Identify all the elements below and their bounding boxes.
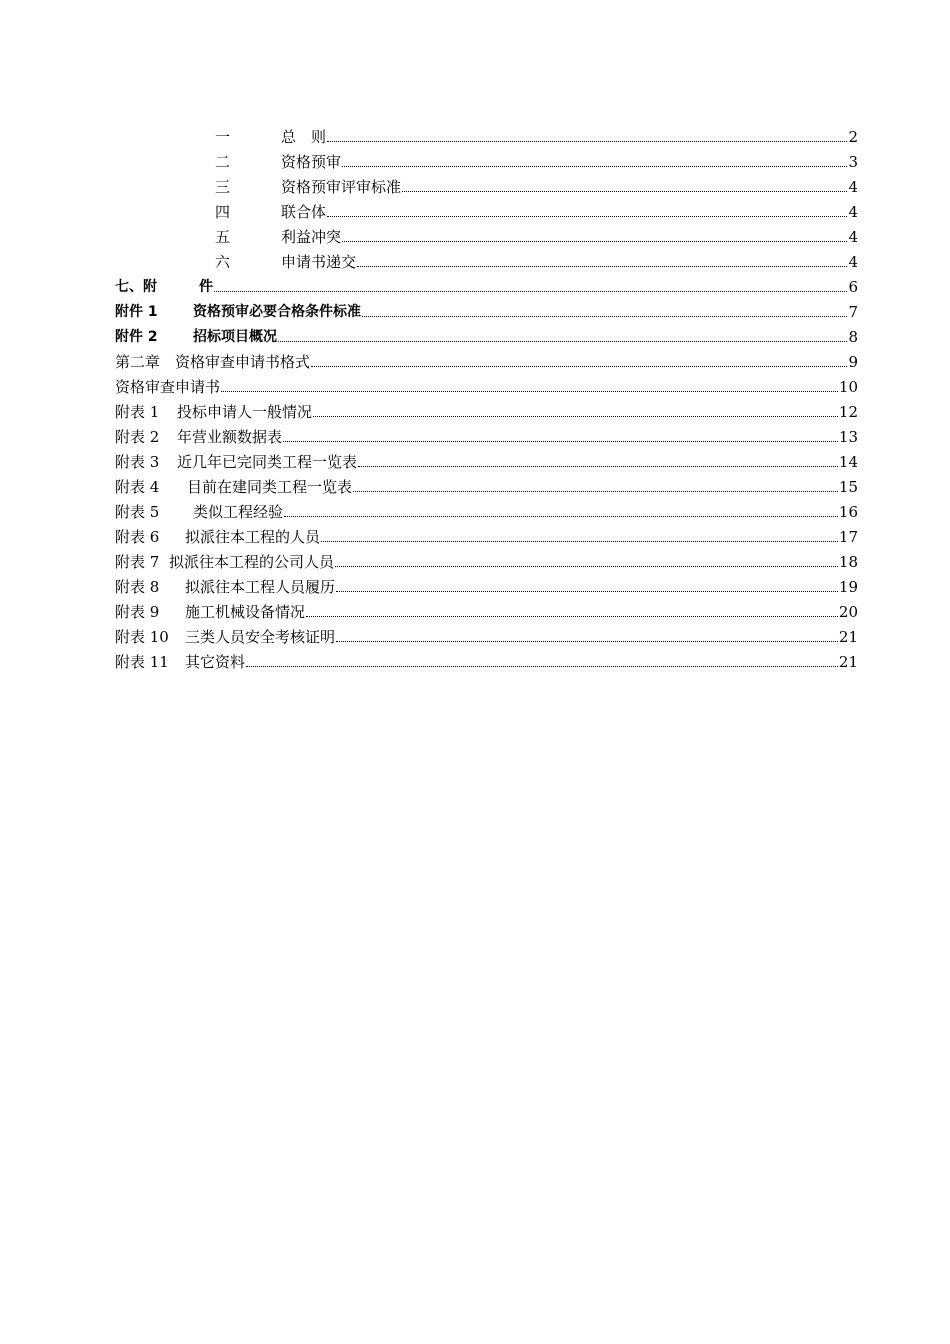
toc-entry-title: 资格预审 bbox=[281, 153, 342, 171]
toc-entry-table-11[interactable] bbox=[115, 651, 858, 671]
toc-entry-page: 20 bbox=[838, 603, 858, 621]
toc-entry-number: 附表 8 bbox=[115, 578, 160, 596]
toc-entry-attachment-1[interactable] bbox=[115, 301, 858, 321]
toc-entry-page: 19 bbox=[838, 578, 858, 596]
toc-entry-title: 件 bbox=[199, 279, 213, 295]
toc-entry-number: 六 bbox=[215, 253, 231, 271]
toc-entry-page: 8 bbox=[848, 328, 858, 346]
toc-entry-number: 附表 4 bbox=[115, 478, 160, 496]
toc-entry-table-4[interactable] bbox=[115, 476, 858, 496]
toc-entry-table-8[interactable] bbox=[115, 576, 858, 596]
toc-entry-title: 利益冲突 bbox=[281, 228, 342, 246]
dot-leader bbox=[278, 341, 847, 342]
toc-entry-title: 资格预审必要合格条件标准 bbox=[193, 304, 361, 320]
toc-entry-title: 施工机械设备情况 bbox=[185, 603, 306, 621]
toc-entry-number: 一 bbox=[215, 128, 231, 146]
toc-entry-page: 10 bbox=[838, 378, 858, 396]
dot-leader bbox=[342, 241, 847, 242]
toc-entry-number: 附件 1 bbox=[115, 304, 158, 320]
toc-entry-title: 类似工程经验 bbox=[193, 503, 284, 521]
dot-leader bbox=[221, 391, 838, 392]
toc-entry-number: 附表 11 bbox=[115, 653, 169, 671]
toc-entry-title: 联合体 bbox=[281, 203, 327, 221]
toc-entry-page: 13 bbox=[838, 428, 858, 446]
toc-entry-title: 投标申请人一般情况 bbox=[177, 403, 313, 421]
toc-entry-page: 4 bbox=[848, 253, 858, 271]
toc-entry-page: 9 bbox=[848, 353, 858, 371]
dot-leader bbox=[362, 316, 847, 317]
toc-entry-chapter-two[interactable] bbox=[115, 351, 858, 371]
toc-entry-title: 拟派往本工程人员履历 bbox=[185, 578, 336, 596]
toc-entry-title: 其它资料 bbox=[185, 653, 246, 671]
toc-entry-number: 附表 3 bbox=[115, 453, 160, 471]
toc-entry-title: 资格审查申请书格式 bbox=[175, 353, 311, 371]
toc-entry-page: 18 bbox=[838, 553, 858, 571]
toc-entry-page: 21 bbox=[838, 653, 858, 671]
toc-entry-number: 五 bbox=[215, 228, 231, 246]
toc-entry-page: 2 bbox=[848, 128, 858, 146]
dot-leader bbox=[336, 591, 838, 592]
toc-entry-title: 拟派往本工程的人员 bbox=[185, 528, 321, 546]
toc-entry-table-1[interactable] bbox=[115, 401, 858, 421]
toc-entry-number: 四 bbox=[215, 203, 231, 221]
toc-entry-conflict-of-interest[interactable] bbox=[215, 226, 858, 246]
toc-entry-attachments-section[interactable] bbox=[115, 276, 858, 296]
toc-entry-page: 7 bbox=[848, 303, 858, 321]
dot-leader bbox=[313, 416, 838, 417]
toc-entry-attachment-2[interactable] bbox=[115, 326, 858, 346]
dot-leader bbox=[336, 641, 838, 642]
dot-leader bbox=[284, 516, 838, 517]
dot-leader bbox=[327, 216, 847, 217]
dot-leader bbox=[353, 491, 838, 492]
toc-entry-table-5[interactable] bbox=[115, 501, 858, 521]
toc-entry-number: 第二章 bbox=[115, 353, 161, 371]
toc-entry-page: 6 bbox=[848, 278, 858, 296]
toc-entry-page: 12 bbox=[838, 403, 858, 421]
toc-entry-title: 申请书递交 bbox=[281, 253, 357, 271]
dot-leader bbox=[246, 666, 838, 667]
dot-leader bbox=[327, 141, 847, 142]
toc-entry-title: 招标项目概况 bbox=[193, 329, 277, 345]
toc-entry-number: 附表 2 bbox=[115, 428, 160, 446]
toc-entry-title: 年营业额数据表 bbox=[177, 428, 283, 446]
toc-entry-title: 总 则 bbox=[281, 128, 327, 146]
dot-leader bbox=[358, 466, 838, 467]
toc-entry-page: 15 bbox=[838, 478, 858, 496]
dot-leader bbox=[402, 191, 847, 192]
toc-entry-number: 三 bbox=[215, 178, 231, 196]
dot-leader bbox=[311, 366, 847, 367]
toc-entry-page: 14 bbox=[838, 453, 858, 471]
toc-entry-title: 目前在建同类工程一览表 bbox=[187, 478, 353, 496]
toc-entry-number: 七、附 bbox=[115, 279, 157, 295]
toc-entry-page: 4 bbox=[848, 203, 858, 221]
toc-entry-page: 3 bbox=[848, 153, 858, 171]
toc-entry-title: 三类人员安全考核证明 bbox=[185, 628, 336, 646]
toc-entry-number: 附表 5 bbox=[115, 503, 160, 521]
toc-entry-table-6[interactable] bbox=[115, 526, 858, 546]
toc-entry-number: 附表 9 bbox=[115, 603, 160, 621]
toc-entry-number: 附表 7 bbox=[115, 553, 160, 571]
toc-entry-table-9[interactable] bbox=[115, 601, 858, 621]
toc-entry-page: 16 bbox=[838, 503, 858, 521]
toc-entry-prequalification[interactable] bbox=[215, 151, 858, 171]
toc-entry-general[interactable] bbox=[215, 126, 858, 146]
toc-entry-page: 4 bbox=[848, 178, 858, 196]
toc-entry-table-10[interactable] bbox=[115, 626, 858, 646]
toc-entry-title: 拟派往本工程的公司人员 bbox=[169, 553, 335, 571]
toc-entry-page: 4 bbox=[848, 228, 858, 246]
toc-entry-consortium[interactable] bbox=[215, 201, 858, 221]
toc-entry-table-2[interactable] bbox=[115, 426, 858, 446]
dot-leader bbox=[321, 541, 838, 542]
toc-entry-title: 资格审查申请书 bbox=[115, 378, 221, 396]
toc-entry-table-3[interactable] bbox=[115, 451, 858, 471]
toc-entry-number: 附件 2 bbox=[115, 329, 158, 345]
toc-entry-number: 附表 6 bbox=[115, 528, 160, 546]
toc-entry-submission[interactable] bbox=[215, 251, 858, 271]
toc-entry-review-standard[interactable] bbox=[215, 176, 858, 196]
dot-leader bbox=[342, 166, 847, 167]
dot-leader bbox=[357, 266, 847, 267]
dot-leader bbox=[214, 291, 847, 292]
toc-entry-number: 附表 1 bbox=[115, 403, 160, 421]
toc-entry-title: 近几年已完同类工程一览表 bbox=[177, 453, 358, 471]
toc-entry-page: 17 bbox=[838, 528, 858, 546]
dot-leader bbox=[283, 441, 838, 442]
toc-entry-number: 二 bbox=[215, 153, 231, 171]
toc-entry-number: 附表 10 bbox=[115, 628, 169, 646]
toc-entry-page: 21 bbox=[838, 628, 858, 646]
dot-leader bbox=[335, 566, 838, 567]
toc-entry-application[interactable] bbox=[115, 376, 858, 396]
dot-leader bbox=[306, 616, 838, 617]
toc-entry-title: 资格预审评审标准 bbox=[281, 178, 402, 196]
toc-entry-table-7[interactable] bbox=[115, 551, 858, 571]
